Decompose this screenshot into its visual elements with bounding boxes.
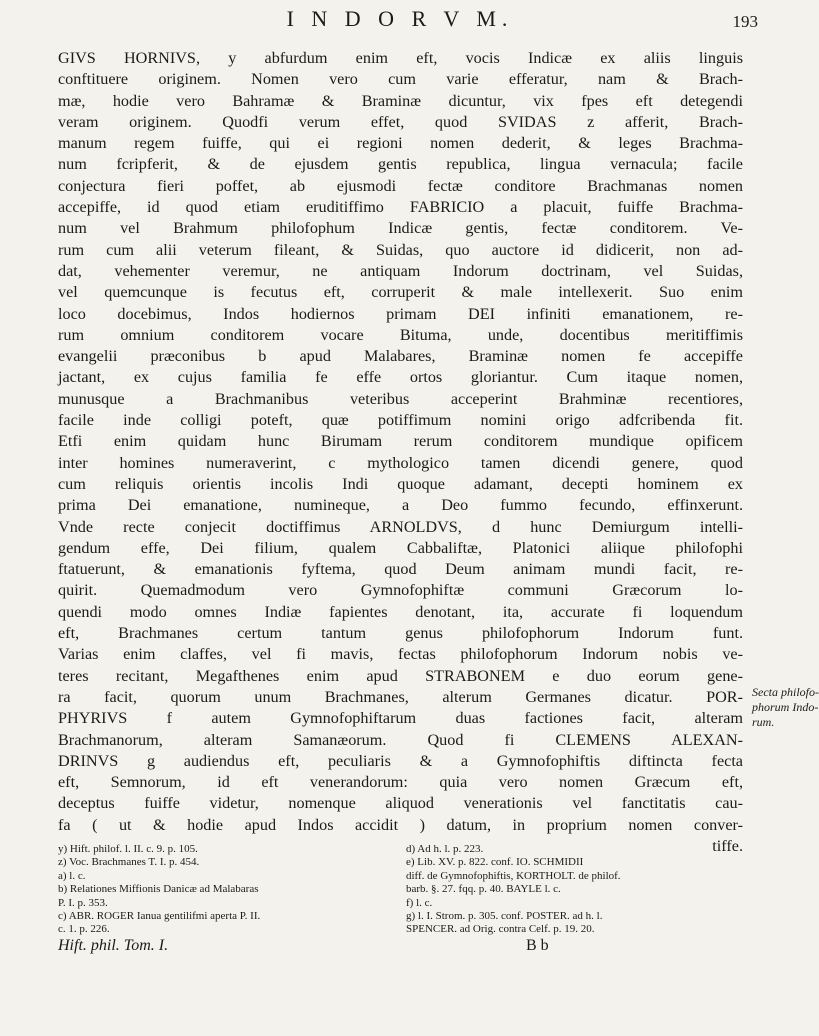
- footnote-line: SPENCER. ad Orig. contra Celf. p. 19. 20.: [406, 923, 595, 936]
- footnote-line: d) Ad h. l. p. 223.: [406, 843, 484, 855]
- text-line: rum omnium conditorem vocare Bituma, unde, docentibus meritiffimis: [58, 325, 743, 344]
- footnotes-left-column: [58, 843, 398, 952]
- signature-left: Hift. phil. Tom. I.: [58, 936, 169, 954]
- text-line: evangelii præconibus b apud Malabares, Braminæ nomen fe accepiffe: [58, 347, 743, 366]
- text-line: conftituere originem. Nomen vero cum varie efferatur, nam & Brach-: [58, 70, 743, 89]
- footnote-line: e) Lib. XV. p. 822. conf. IO. SCHMIDII: [406, 856, 584, 869]
- text-line: facile inde colligi poteft, quæ potiffimum nomini origo adfcribenda fit.: [58, 411, 743, 430]
- marginal-note-line: phorum Indo-: [752, 700, 819, 714]
- text-line: jactant, ex cujus familia fe effe ortos gloriantur. Cum itaque nomen,: [58, 368, 743, 387]
- page-number: 193: [732, 12, 758, 31]
- text-line: eft, Semnorum, id eft venerandorum: quia vero nomen Græcum eft,: [58, 773, 743, 792]
- footnote-line: a) l. c.: [58, 869, 86, 882]
- footnote-line: g) l. I. Strom. p. 305. conf. POSTER. ad h. l.: [406, 910, 603, 923]
- text-line: inter homines numeraverint, c mythologico tamen dicendi genere, quod: [58, 453, 743, 472]
- footnote-line: b) Relationes Miffionis Danicæ ad Malabaras: [58, 883, 259, 896]
- footnote-line: z) Voc. Brachmanes T. I. p. 454.: [58, 856, 200, 869]
- marginal-note: [752, 685, 819, 730]
- text-line: tiffe.: [712, 836, 743, 855]
- footnote-line: P. I. p. 353.: [58, 896, 108, 909]
- text-line: GIVS HORNIVS, y abfurdum enim eft, vocis Indicæ ex aliis linguis: [58, 49, 743, 67]
- text-line: veram originem. Quodfi verum effet, quod SVIDAS z afferit, Brach-: [58, 112, 743, 131]
- text-line: manum regem fuiffe, qui ei regioni nomen dederit, & leges Brachma-: [58, 134, 743, 153]
- footnote-line: barb. §. 27. fqq. p. 40. BAYLE l. c.: [406, 883, 561, 896]
- text-line: munusque a Brachmanibus veteribus acceperint Brahminæ recentiores,: [58, 389, 743, 408]
- text-line: quirit. Quemadmodum vero Gymnofophiftæ communi Græcorum lo-: [58, 581, 743, 600]
- marginal-note-line: Secta philofo-: [752, 685, 819, 699]
- text-line: prima Dei emanatione, numineque, a Deo fummo fecundo, effinxerunt.: [58, 496, 743, 515]
- text-line: loco docebimus, Indos hodiernos primam DEI infiniti emanationem, re-: [58, 304, 743, 323]
- text-line: num vel Brahmum philofophum Indicæ gentis, fectæ conditorem. Ve-: [58, 219, 743, 238]
- signature-mark: B b: [526, 936, 549, 954]
- main-text: [58, 48, 743, 857]
- text-line: cum reliquis orientis incolis Indi quoque adamant, decepti hominem ex: [58, 474, 743, 493]
- text-line: rum cum alii veterum fileant, & Suidas, quo auctore id didicerit, non ad-: [58, 240, 743, 259]
- text-line: mæ, hodie vero Bahramæ & Braminæ dicuntur, vix fpes eft detegendi: [58, 91, 743, 110]
- text-line: PHYRIVS f autem Gymnofophiftarum duas factiones facit, alteram: [58, 709, 743, 728]
- text-line: deceptus fuiffe videtur, nomenque aliquod venerationis vel fanctitatis cau-: [58, 794, 743, 813]
- text-line: vel quemcunque is fecutus eft, corruperit & male intellexerit. Suo enim: [58, 283, 743, 302]
- text-line: conjectura fieri poffet, ab ejusmodi fectæ conditore Brachmanas nomen: [58, 176, 743, 195]
- text-line: teres recitant, Megafthenes enim apud STRABONEM e duo eorum gene-: [58, 666, 743, 685]
- text-line: dat, vehementer veremur, ne antiquam Indorum doctrinam, vel Suidas,: [58, 261, 743, 280]
- text-line: quendi modo omnes Indiæ fapientes denotant, ita, accurate fi loquendum: [58, 602, 743, 621]
- text-line: eft, Brachmanes certum tantum genus philofophorum Indorum funt.: [58, 624, 743, 643]
- text-line: num fcripferit, & de ejusdem gentis republica, lingua vernacula; facile: [58, 155, 743, 174]
- footnotes-right-column: [406, 843, 746, 952]
- text-line: Vnde recte conjecit doctiffimus ARNOLDVS, d hunc Demiurgum intelli-: [58, 517, 743, 536]
- footnote-line: diff. de Gymnofophiftis, KORTHOLT. de philof.: [406, 869, 621, 882]
- text-line: DRINVS g audiendus eft, peculiaris & a Gymnofophiftis diftincta fecta: [58, 751, 743, 770]
- footnote-line: y) Hift. philof. l. II. c. 9. p. 105.: [58, 843, 198, 855]
- text-line: ftatuerunt, & emanationis fyftema, quod Deum animam mundi facit, re-: [58, 560, 743, 579]
- text-line: Brachmanorum, alteram Samanæorum. Quod fi CLEMENS ALEXAN-: [58, 730, 743, 749]
- footnote-line: c) ABR. ROGER Ianua gentilifmi aperta P. II.: [58, 910, 261, 923]
- text-line: Varias enim claffes, vel fi mavis, fectas philofophorum Indorum nobis ve-: [58, 645, 743, 664]
- footnote-line: c. 1. p. 226.: [58, 923, 110, 936]
- marginal-note-line: rum.: [752, 715, 775, 729]
- text-line: Etfi enim quidam hunc Birumam rerum conditorem mundique opificem: [58, 432, 743, 451]
- text-line: accepiffe, id quod etiam eruditiffimo FABRICIO a placuit, fuiffe Brachma-: [58, 198, 743, 217]
- running-title: I N D O R V M.: [286, 6, 514, 31]
- footnote-line: f) l. c.: [406, 896, 433, 909]
- text-line: ra facit, quorum unum Brachmanes, alterum Germanes dicatur. POR-: [58, 687, 743, 706]
- text-line: gendum effe, Dei filium, qualem Cabbaliftæ, Platonici aliique philofophi: [58, 538, 743, 557]
- text-line: fa ( ut & hodie apud Indos accidit ) datum, in proprium nomen conver-: [58, 815, 743, 834]
